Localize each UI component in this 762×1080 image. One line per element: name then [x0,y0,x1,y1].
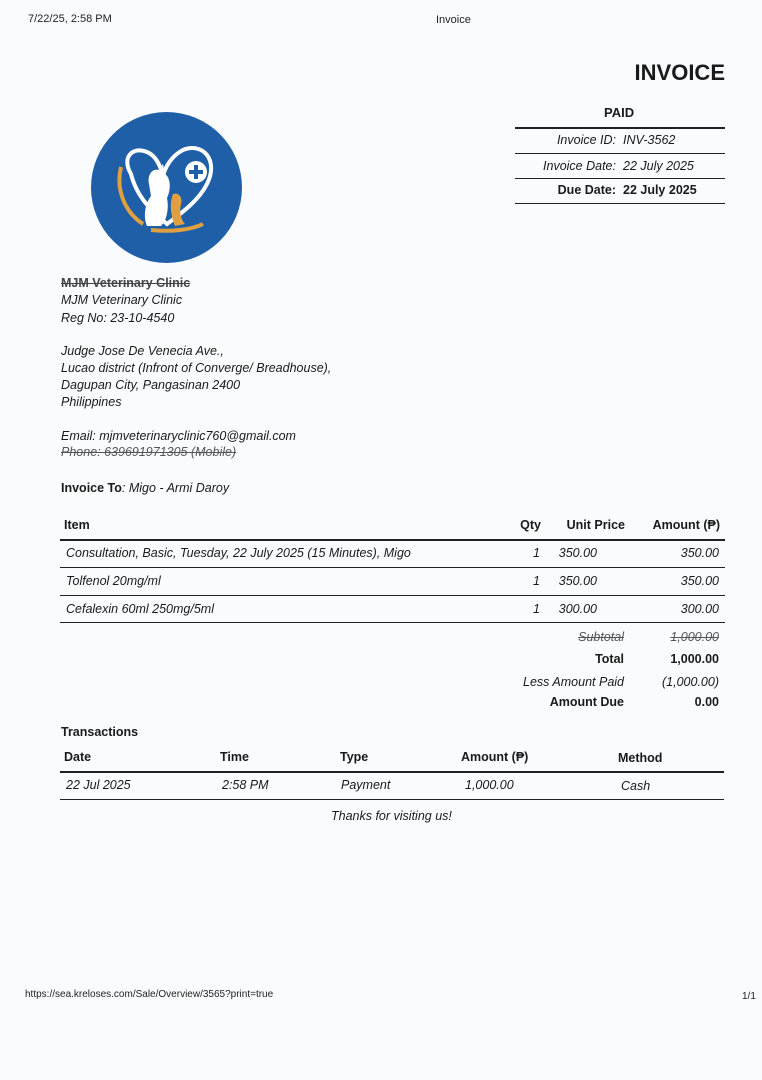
thanks-note: Thanks for visiting us! [331,809,452,823]
invoice-status: PAID [604,105,635,120]
item-qty: 1 [533,602,540,616]
invoice-title: INVOICE [634,60,725,85]
col-item-header: Item [64,518,90,532]
row-divider [60,595,725,596]
subtotal-label: Subtotal [578,630,624,644]
amount-paid-value: (1,000.00) [662,675,719,689]
due-date-label: Due Date: [557,183,616,197]
item-unit-price: 350.00 [558,574,597,588]
invoice-id-value: INV-3562 [623,133,676,147]
address-line-1: Judge Jose De Venecia Ave., [61,344,224,358]
bill-to-label: Invoice To [61,481,122,495]
divider [515,203,725,204]
invoice-date-value: 22 July 2025 [623,159,694,173]
amount-due-label: Amount Due [549,695,624,709]
transactions-title: Transactions [61,725,139,739]
total-label: Total [595,652,624,666]
item-name: Tolfenol 20mg/ml [66,574,161,588]
item-amount: 350.00 [680,574,719,588]
due-date-value: 22 July 2025 [623,183,697,197]
item-name: Consultation, Basic, Tuesday, 22 July 2025 (15 Minutes), Migo [66,546,411,560]
print-url: https://sea.kreloses.com/Sale/Overview/3565?print=true [25,989,274,1000]
tx-time: 2:58 PM [222,778,269,792]
tx-method: Cash [621,779,651,793]
tx-row-divider [60,799,724,800]
row-divider [60,622,725,623]
col-amount-header: Amount (₱) [652,518,720,532]
tx-type: Payment [341,778,391,792]
clinic-reg: Reg No: 23-10-4540 [61,311,175,325]
divider [515,178,725,179]
address-line-2: Lucao district (Infront of Converge/ Breadhouse), [61,361,332,375]
address-line-4: Philippines [61,395,122,409]
clinic-phone: Phone: 639691971305 (Mobile) [61,445,237,459]
tx-date: 22 Jul 2025 [66,778,131,792]
print-datetime: 7/22/25, 2:58 PM [28,13,112,25]
print-page-title: Invoice [436,14,471,26]
tx-col-type-header: Type [340,750,369,764]
table-header-divider [60,539,725,541]
tx-col-date-header: Date [64,750,92,764]
bill-to-value: : Migo - Armi Daroy [121,481,230,495]
item-amount: 350.00 [680,546,719,560]
item-unit-price: 300.00 [558,602,597,616]
amount-due-value: 0.00 [694,695,719,709]
tx-header-divider [60,771,724,773]
total-value: 1,000.00 [670,652,719,666]
tx-amount: 1,000.00 [465,778,514,792]
col-unit-price-header: Unit Price [566,518,625,532]
item-qty: 1 [533,546,540,560]
tx-col-time-header: Time [220,750,249,764]
invoice-id-label: Invoice ID: [556,133,616,147]
tx-col-method-header: Method [618,751,663,765]
item-amount: 300.00 [680,602,719,616]
status-divider [515,127,725,129]
clinic-email: Email: mjmveterinaryclinic760@gmail.com [61,429,296,443]
bill-to [61,481,229,495]
clinic-logo [91,112,242,263]
clinic-name-bold: MJM Veterinary Clinic [61,276,191,290]
clinic-name: MJM Veterinary Clinic [61,293,183,307]
item-name: Cefalexin 60ml 250mg/5ml [66,602,214,616]
item-qty: 1 [533,574,540,588]
row-divider [60,567,725,568]
col-qty-header: Qty [520,518,541,532]
print-page-number: 1/1 [742,991,756,1002]
pet-heart-icon [91,112,242,263]
tx-col-amount-header: Amount (₱) [461,750,529,764]
item-unit-price: 350.00 [558,546,597,560]
subtotal-value: 1,000.00 [670,630,719,644]
amount-paid-label: Less Amount Paid [523,675,624,689]
invoice-date-label: Invoice Date: [543,159,616,173]
address-line-3: Dagupan City, Pangasinan 2400 [61,378,241,392]
divider [515,153,725,154]
